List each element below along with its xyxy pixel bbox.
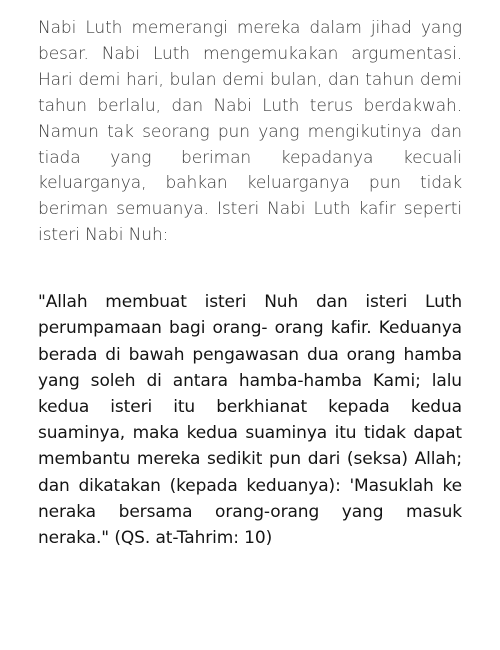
narrative-paragraph: Nabi Luth memerangi mereka dalam jihad yang besar. Nabi Luth mengemukakan argumentasi. Hari demi hari, bulan demi bulan, dan tahun demi tahun berlalu, dan Nabi Luth terus berdakwah. Namun tak seorang pun yang mengikutinya dan tiada yang beriman kepadanya kecuali keluarganya, bahkan keluarganya pun tidak beriman semuanya. Isteri Nabi Luth kafir seperti isteri Nabi Nuh:: [38, 18, 462, 246]
quran-quote-paragraph: "Allah membuat isteri Nuh dan isteri Luth perumpamaan bagi orang- orang kafir. Keduanya berada di bawah pengawasan dua orang hamba yang soleh di antara hamba-hamba Kami; lalu kedua isteri itu berkhianat kepada kedua suaminya, maka kedua suaminya itu tidak dapat membantu mereka sedikit pun dari (seksa) Allah; dan dikatakan (kepada keduanya): 'Masuklah ke neraka bersama orang-orang yang masuk neraka." (QS. at-Tahrim: 10): [38, 292, 462, 548]
